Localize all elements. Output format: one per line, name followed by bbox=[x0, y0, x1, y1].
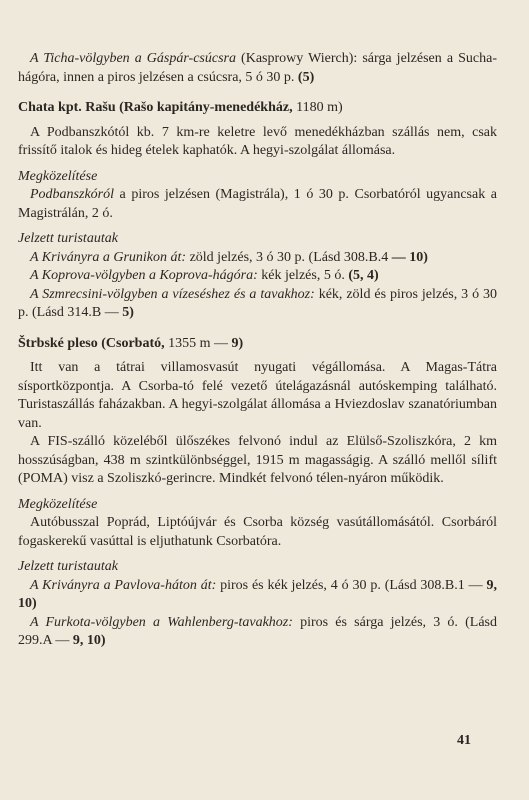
text-run: A Podbanszkótól kb. 7 km-re keletre levő menedékházban szállás nem, csak frissítő italok és hideg ételek kaphatók. A hegyi-szolgálat állomása. bbox=[18, 124, 497, 158]
text-run: a piros jelzésen (Magistrála), 1 ó 30 p. Csorbatóról ugyancsak a Magistrálán, 2 ó. bbox=[18, 187, 497, 221]
paragraph bbox=[18, 433, 497, 489]
paragraph bbox=[18, 359, 497, 433]
text-run: Štrbské pleso (Csorbató, bbox=[18, 335, 169, 351]
text-run: Podbanszkóról bbox=[30, 187, 114, 202]
text-run: (Kasprowy Wierch): sárga jelzésen a Sucha-hágóra, innen a piros jelzésen a csúcsra, 5 ó 30 p. bbox=[18, 51, 497, 85]
text-run: (5) bbox=[297, 69, 315, 85]
text-run: 9, 10) bbox=[18, 577, 497, 611]
text-run: A Kriványra a Grunikon át: bbox=[30, 249, 187, 265]
paragraph bbox=[18, 514, 497, 551]
paragraph bbox=[18, 577, 497, 614]
page-text bbox=[18, 50, 497, 651]
paragraph bbox=[18, 614, 497, 651]
text-run: piros és kék jelzés, 4 ó 30 p. (Lásd 308.B.1 — bbox=[216, 577, 487, 593]
text-run: Jelzett turistautak bbox=[18, 559, 118, 574]
text-run: (5, 4) bbox=[348, 268, 379, 283]
paragraph bbox=[18, 267, 497, 286]
text-run: A Kriványra a Pavlova-háton át: bbox=[30, 577, 217, 593]
subsection-label bbox=[18, 168, 497, 187]
subsection-label bbox=[18, 496, 497, 515]
text-run: — 10) bbox=[391, 249, 428, 265]
subsection-label bbox=[18, 230, 497, 249]
section-heading bbox=[18, 335, 497, 354]
text-run: A FIS-szálló közeléből ülőszékes felvonó indul az Elülső-Szoliszkóra, 2 km hosszúságban, 438 m szintkülönbséggel, 1915 m magasságig. A szálló mellől sílift (POMA) visz a Szoliszkó-gerincre. Mindkét felvonó télen-nyáron működik. bbox=[18, 434, 497, 486]
text-run: 1355 m — bbox=[168, 335, 232, 351]
paragraph bbox=[18, 249, 497, 268]
text-run: 1180 m) bbox=[296, 100, 343, 115]
text-run: A Koprova-völgyben a Koprova-hágóra: bbox=[30, 268, 258, 283]
text-run: kék, zöld és piros jelzés, 3 ó 30 p. (Lásd 314.B — bbox=[18, 286, 497, 320]
text-run: A Ticha-völgyben a Gáspár-csúcsra bbox=[30, 51, 236, 66]
paragraph bbox=[18, 186, 497, 223]
text-run: Itt van a tátrai villamosvasút nyugati végállomása. A Magas-Tátra sísportközpontja. A Csorba-tó felé vezető útelágazásnál autóskemping található. Turistaszállás faházakban. A hegyi-szolgálat állomása a Hviezdoslav szanatóriumban van. bbox=[18, 360, 497, 431]
text-run: Jelzett turistautak bbox=[18, 231, 118, 246]
page-number: 41 bbox=[457, 733, 471, 748]
section-heading bbox=[18, 99, 497, 118]
paragraph bbox=[18, 50, 497, 87]
text-run: Megközelítése bbox=[18, 168, 98, 184]
text-run: piros és sárga jelzés, 3 ó. (Lásd 299.A — bbox=[18, 614, 497, 648]
text-run: 9, 10) bbox=[72, 633, 106, 648]
text-run: Megközelítése bbox=[18, 496, 98, 512]
text-run: kék jelzés, 5 ó. bbox=[257, 268, 349, 283]
text-run: 5) bbox=[122, 305, 134, 320]
paragraph bbox=[18, 286, 497, 323]
text-run: Autóbusszal Poprád, Liptóújvár és Csorba község vasútállomásától. Csorbáról fogaskerekű vasúttal is eljuthatunk Csorbatóra. bbox=[18, 515, 497, 549]
text-run: A Szmrecsini-völgyben a vízeséshez és a tavakhoz: bbox=[30, 286, 315, 302]
text-run: A Furkota-völgyben a Wahlenberg-tavakhoz: bbox=[30, 614, 293, 630]
text-run: 9) bbox=[231, 335, 244, 351]
text-run: zöld jelzés, 3 ó 30 p. (Lásd 308.B.4 bbox=[186, 249, 392, 265]
text-run: Chata kpt. Rašu (Rašo kapitány-menedékház, bbox=[18, 100, 297, 115]
subsection-label bbox=[18, 558, 497, 577]
paragraph bbox=[18, 124, 497, 161]
